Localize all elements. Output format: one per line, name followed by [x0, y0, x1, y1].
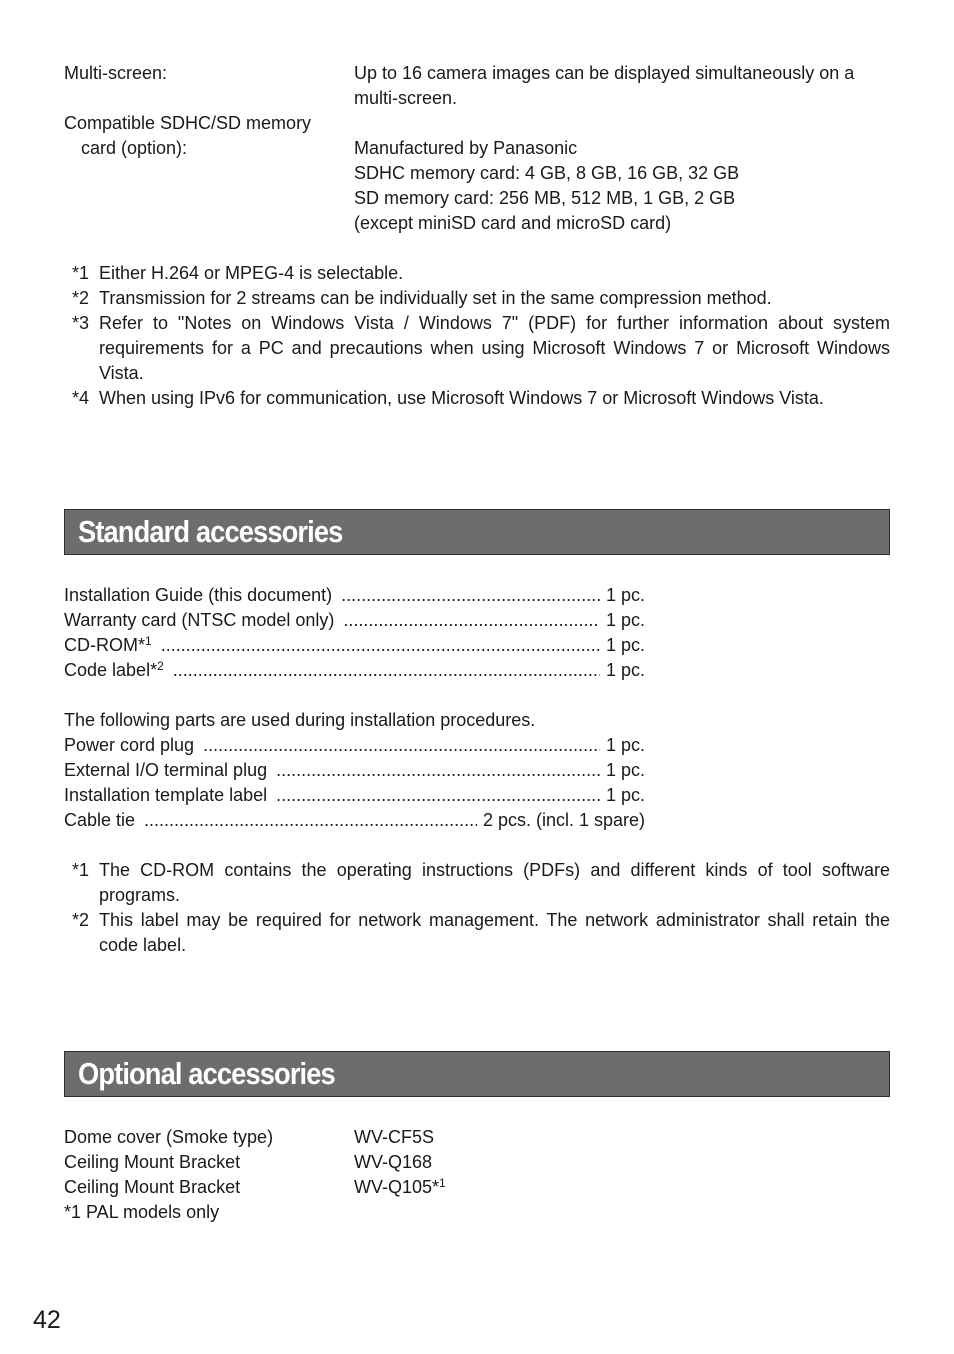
optional-footnote: *1 PAL models only: [64, 1202, 220, 1222]
spec-value-line: Manufactured by Panasonic: [354, 138, 578, 158]
section-header-standard: [64, 509, 890, 555]
footnote-ref: 1: [145, 634, 152, 648]
section-title: Standard accessories: [78, 514, 343, 549]
dot-leader: [341, 583, 600, 608]
optional-item: [64, 1125, 664, 1150]
footnote-text: This label may be required for network management. The network administrator shall retain the code label.: [99, 910, 890, 955]
section-title: Optional accessories: [78, 1056, 335, 1091]
spec-footnote: [64, 286, 890, 311]
optional-name: Dome cover (Smoke type): [64, 1127, 274, 1147]
footnote-text: When using IPv6 for communication, use Microsoft Windows 7 or Microsoft Windows Vista.: [99, 388, 824, 408]
optional-item: [64, 1150, 664, 1175]
optional-name: Ceiling Mount Bracket: [64, 1152, 241, 1172]
spec-value: [354, 136, 894, 236]
spec-label: Multi-screen:: [64, 63, 168, 83]
optional-model: WV-CF5S: [354, 1127, 435, 1147]
part-name: External I/O terminal plug: [64, 760, 268, 780]
accessory-item: [64, 633, 645, 658]
spec-footnote: [64, 386, 890, 411]
spec-value: [354, 61, 894, 111]
spec-label: [64, 111, 311, 161]
installation-part: [64, 808, 645, 833]
spec-footnote: [64, 261, 890, 286]
optional-model-text: WV-Q105*: [354, 1177, 440, 1197]
accessory-qty: 1 pc.: [605, 585, 645, 605]
installation-part: [64, 733, 645, 758]
accessory-name: [64, 658, 164, 683]
footnote-mark: *2: [72, 288, 90, 308]
accessory-qty: 1 pc.: [605, 660, 645, 680]
part-name: Installation template label: [64, 785, 268, 805]
footnote-text: Either H.264 or MPEG-4 is selectable.: [99, 263, 404, 283]
part-qty: 1 pc.: [605, 735, 645, 755]
spec-label-line: card (option):: [81, 138, 188, 158]
spec-footnote: [64, 311, 890, 386]
dot-leader: [173, 658, 600, 683]
dot-leader: [343, 608, 600, 633]
installation-parts-intro: The following parts are used during installation procedures.: [64, 710, 536, 730]
spec-row-multi-screen: [64, 61, 890, 111]
footnote-ref: 1: [439, 1176, 446, 1190]
accessory-qty: 1 pc.: [605, 635, 645, 655]
spec-value-line: multi-screen.: [354, 88, 458, 108]
footnote-ref: 2: [157, 659, 164, 673]
installation-part: [64, 758, 645, 783]
optional-item: [64, 1175, 664, 1200]
installation-part: [64, 783, 645, 808]
part-qty: 1 pc.: [605, 785, 645, 805]
spec-value-line: (except miniSD card and microSD card): [354, 213, 672, 233]
part-name: Power cord plug: [64, 735, 195, 755]
accessory-name-text: CD-ROM*: [64, 635, 145, 655]
accessory-item: [64, 658, 645, 683]
optional-model: WV-Q168: [354, 1152, 433, 1172]
accessory-item: [64, 583, 645, 608]
accessory-name-text: Code label*: [64, 660, 158, 680]
dot-leader: [161, 633, 600, 658]
dot-leader: [276, 783, 600, 808]
page-number: 42: [33, 1306, 61, 1334]
dot-leader: [276, 758, 600, 783]
spec-value-line: SD memory card: 256 MB, 512 MB, 1 GB, 2 GB: [354, 188, 736, 208]
footnote-mark: *3: [72, 313, 90, 333]
footnote-text: Refer to "Notes on Windows Vista / Windows 7" (PDF) for further information about system requirements for a PC and precautions when using Microsoft Windows 7 or Microsoft Windows Vista.: [99, 313, 890, 383]
footnote-mark: *1: [72, 263, 90, 283]
spec-row-sd-card: [64, 111, 890, 236]
footnote-mark: *1: [72, 860, 90, 880]
accessory-name: [64, 633, 152, 658]
accessory-footnote: [64, 908, 890, 958]
footnote-mark: *2: [72, 910, 90, 930]
footnote-text: Transmission for 2 streams can be individually set in the same compression method.: [99, 288, 772, 308]
footnote-mark: *4: [72, 388, 90, 408]
spec-label-line: Compatible SDHC/SD memory: [64, 113, 312, 133]
accessory-footnote: [64, 858, 890, 908]
part-name: Cable tie: [64, 810, 136, 830]
accessory-name: Warranty card (NTSC model only): [64, 610, 335, 630]
optional-name: Ceiling Mount Bracket: [64, 1177, 241, 1197]
part-qty: 2 pcs. (incl. 1 spare): [482, 810, 645, 830]
spec-value-line: SDHC memory card: 4 GB, 8 GB, 16 GB, 32 GB: [354, 163, 740, 183]
dot-leader: [144, 808, 477, 833]
accessory-qty: 1 pc.: [605, 610, 645, 630]
dot-leader: [203, 733, 600, 758]
spec-value-line: Up to 16 camera images can be displayed simultaneously on a: [354, 63, 855, 83]
accessory-name: Installation Guide (this document): [64, 585, 333, 605]
optional-model: [354, 1175, 446, 1200]
accessory-item: [64, 608, 645, 633]
part-qty: 1 pc.: [605, 760, 645, 780]
footnote-text: The CD-ROM contains the operating instructions (PDFs) and different kinds of tool software programs.: [99, 860, 890, 905]
section-header-optional: [64, 1051, 890, 1097]
